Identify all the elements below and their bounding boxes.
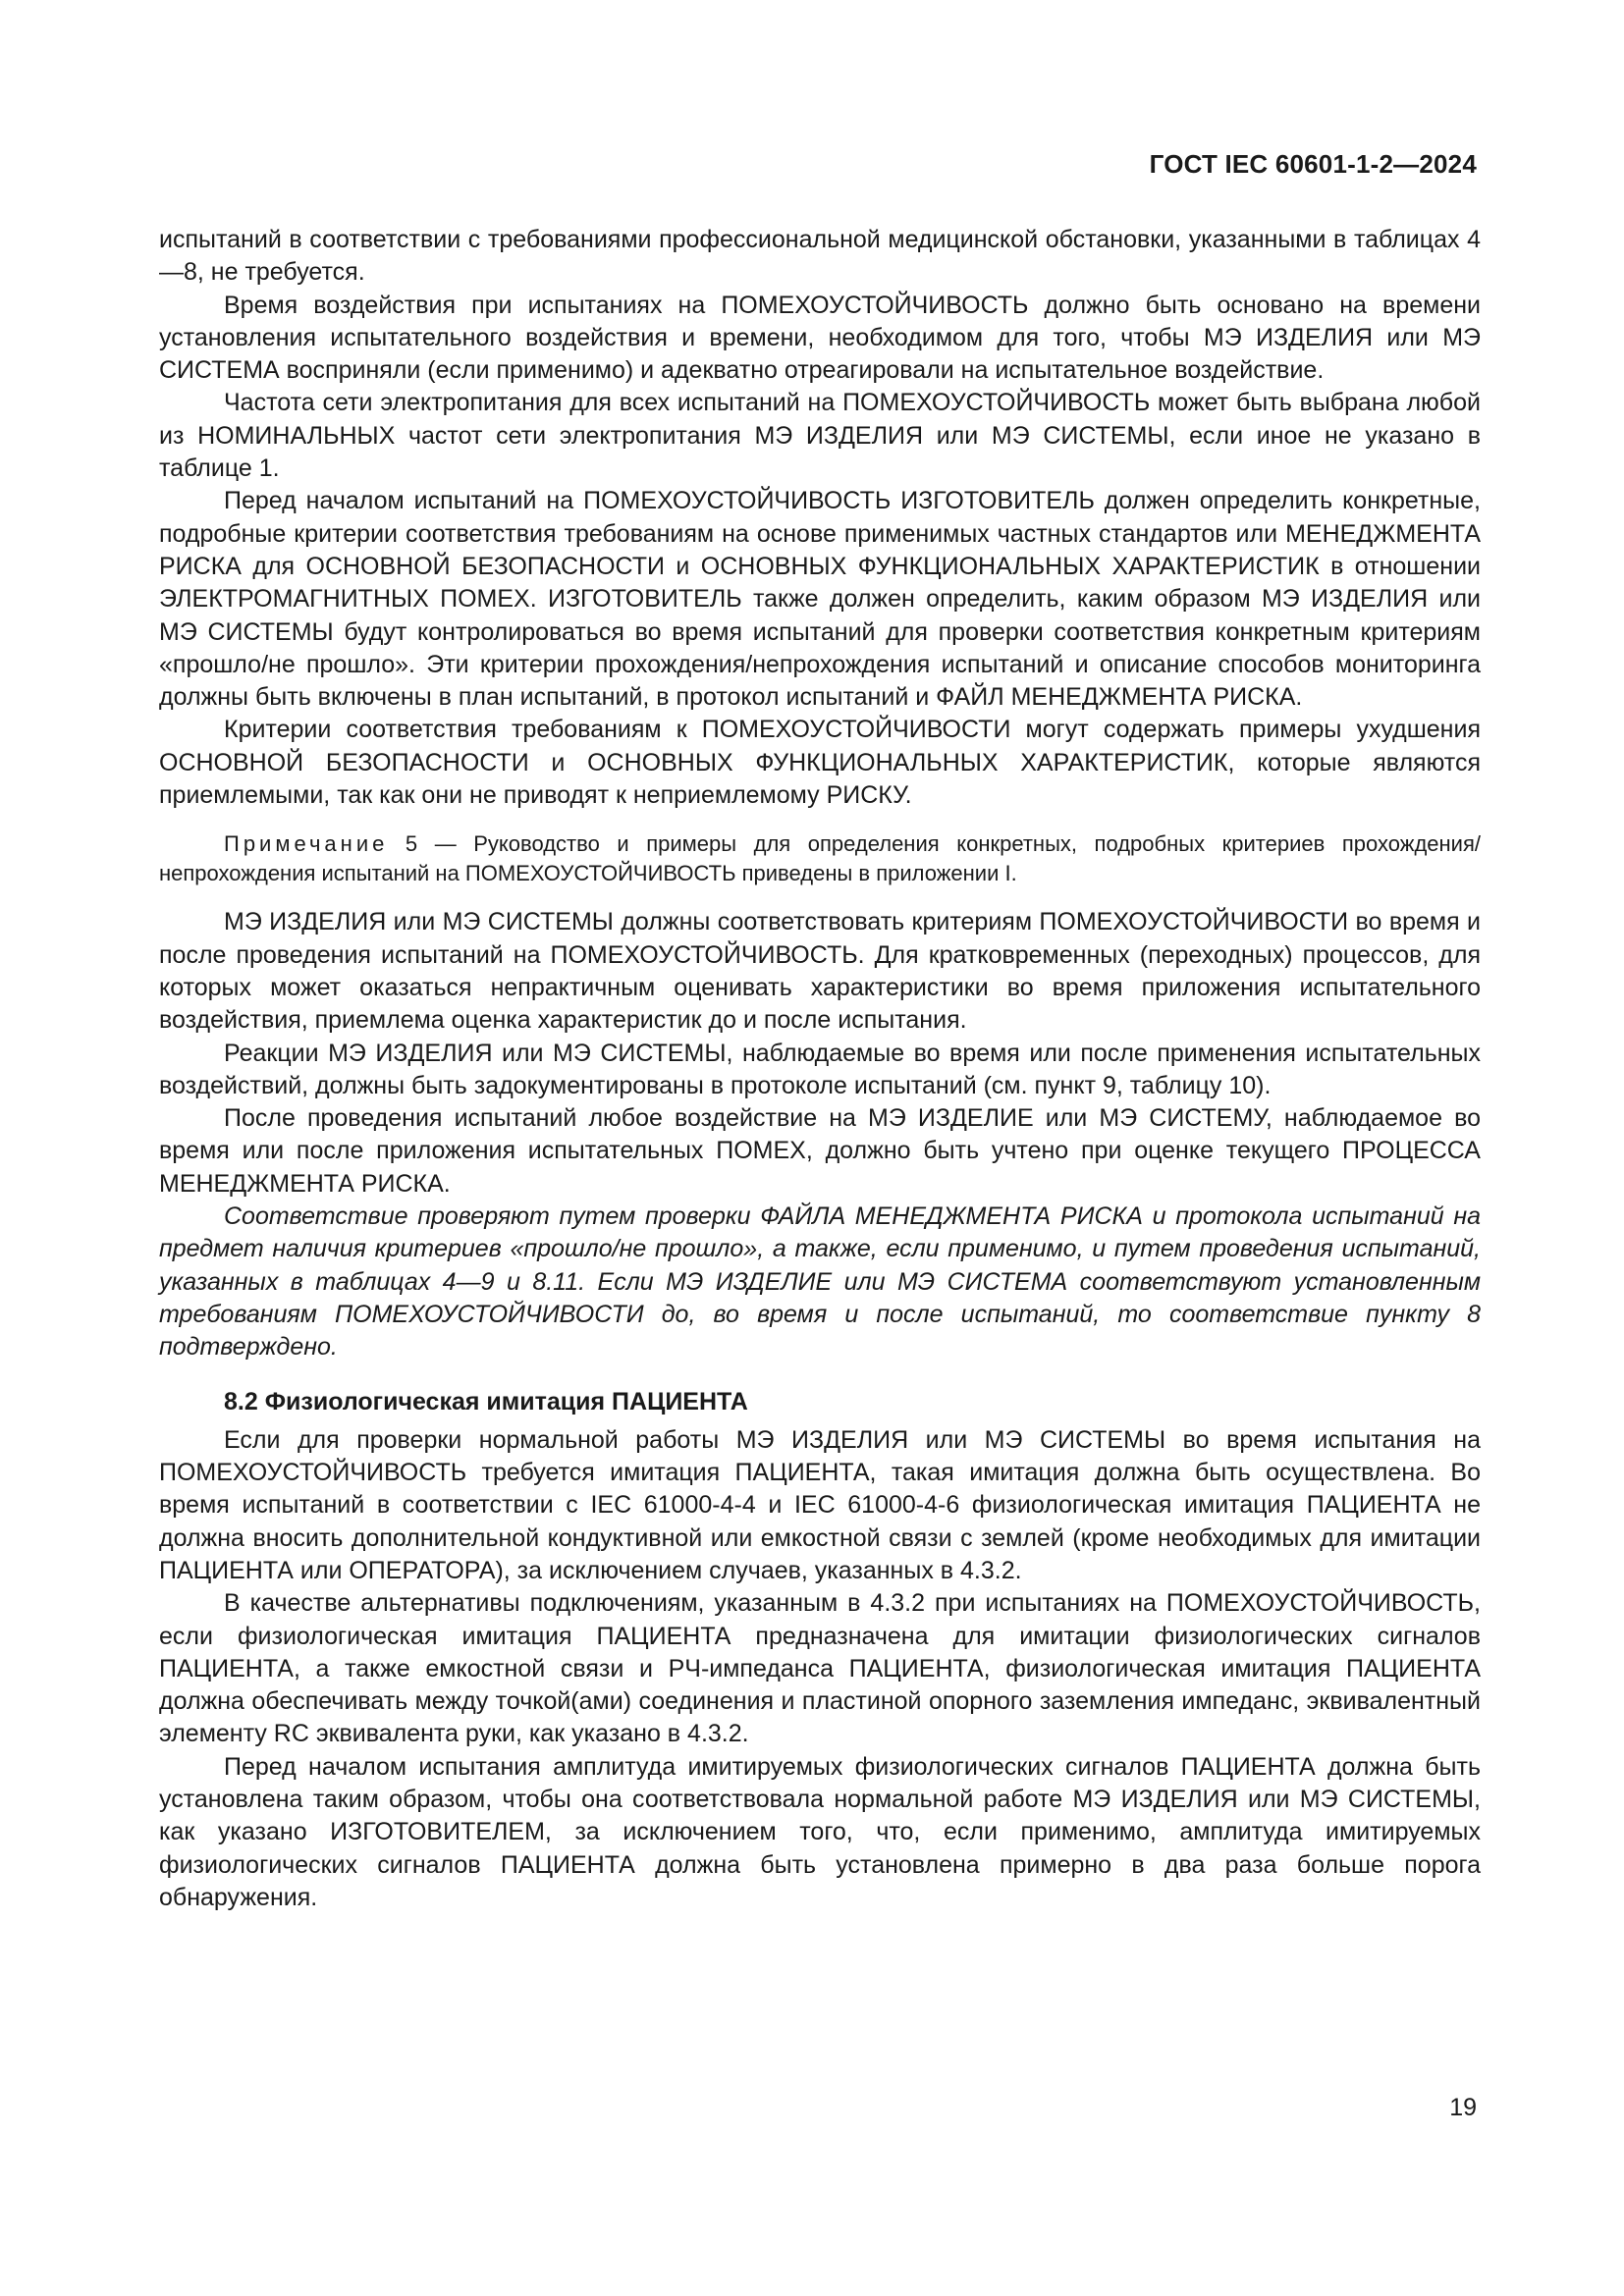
paragraph: Если для проверки нормальной работы МЭ ИЗДЕЛИЯ или МЭ СИСТЕМЫ во время испытания на ПОМЕХОУСТОЙЧИВОСТЬ требуется имитация ПАЦИЕНТА, такая имитация должна быть осуществлена. Во время испытаний в соответствии с IEC 61000-4-4 и IEC 61000-4-6 физиологическая имитация ПАЦИЕНТА не должна вносить дополнительной кондуктивной или емкостной связи с землей (кроме необходимых для имитации ПАЦИЕНТА или ОПЕРАТОРА), за исключением случаев, указанных в 4.3.2. <box>159 1425 1481 1584</box>
paragraph: Перед началом испытания амплитуда имитируемых физиологических сигналов ПАЦИЕНТА должна быть установлена таким образом, чтобы она соответствовала нормальной работе МЭ ИЗДЕЛИЯ или МЭ СИСТЕМЫ, как указано ИЗГОТОВИТЕЛЕМ, за исключением того, что, если применимо, амплитуда имитируемых физиологических сигналов ПАЦИЕНТА должна быть установлена примерно в два раза больше порога обнаружения. <box>159 1752 1481 1911</box>
note <box>159 829 1481 888</box>
paragraph: Перед началом испытаний на ПОМЕХОУСТОЙЧИВОСТЬ ИЗГОТОВИТЕЛЬ должен определить конкретные, подробные критерии соответствия требованиям на основе применимых частных стандартов или МЕНЕДЖМЕНТА РИСКА для ОСНОВНОЙ БЕЗОПАСНОСТИ и ОСНОВНЫХ ФУНКЦИОНАЛЬНЫХ ХАРАКТЕРИСТИК в отношении ЭЛЕКТРОМАГНИТНЫХ ПОМЕХ. ИЗГОТОВИТЕЛЬ также должен определить, каким образом МЭ ИЗДЕЛИЯ или МЭ СИСТЕМЫ будут контролироваться во время испытаний для проверки соответствия конкретным критериям «прошло/не прошло». Эти критерии прохождения/непрохождения испытаний и описание способов мониторинга должны быть включены в план испытаний, в протокол испытаний и ФАЙЛ МЕНЕДЖМЕНТА РИСКА. <box>159 487 1481 712</box>
section-heading: 8.2 Физиологическая имитация ПАЦИЕНТА <box>224 1387 748 1415</box>
paragraph: Реакции МЭ ИЗДЕЛИЯ или МЭ СИСТЕМЫ, наблюдаемые во время или после применения испытательных воздействий, должны быть задокументированы в протоколе испытаний (см. пункт 9, таблицу 10). <box>159 1039 1481 1099</box>
paragraph: испытаний в соответствии с требованиями профессиональной медицинской обстановки, указанными в таблицах 4—8, не требуется. <box>159 226 1481 287</box>
body-text <box>159 224 1481 1914</box>
compliance-paragraph: Соответствие проверяют путем проверки ФАЙЛА МЕНЕДЖМЕНТА РИСКА и протокола испытаний на предмет наличия критериев «прошло/не прошло», а также, если применимо, и путем проведения испытаний, указанных в таблицах 4—9 и 8.11. Если МЭ ИЗДЕЛИЕ или МЭ СИСТЕМА соответствуют установленным требованиям ПОМЕХОУСТОЙЧИВОСТИ до, во время и после испытаний, то соответствие пункту 8 подтверждено. <box>159 1202 1481 1362</box>
paragraph: Частота сети электропитания для всех испытаний на ПОМЕХОУСТОЙЧИВОСТЬ может быть выбрана любой из НОМИНАЛЬНЫХ частот сети электропитания МЭ ИЗДЕЛИЯ или МЭ СИСТЕМЫ, если иное не указано в таблице 1. <box>159 389 1481 483</box>
note-text: 5 — Руководство и примеры для определения конкретных, подробных критериев прохождения/непрохождения испытаний на ПОМЕХОУСТОЙЧИВОСТЬ приведены в приложении I. <box>159 831 1481 886</box>
note-label: Примечание <box>224 831 389 857</box>
page-number: 19 <box>1449 2094 1477 2121</box>
standard-header: ГОСТ IEC 60601-1-2—2024 <box>1149 149 1477 179</box>
paragraph: После проведения испытаний любое воздействие на МЭ ИЗДЕЛИЕ или МЭ СИСТЕМУ, наблюдаемое во время или после приложения испытательных ПОМЕХ, должно быть учтено при оценке текущего ПРОЦЕССА МЕНЕДЖМЕНТА РИСКА. <box>159 1104 1481 1198</box>
paragraph: В качестве альтернативы подключениям, указанным в 4.3.2 при испытаниях на ПОМЕХОУСТОЙЧИВОСТЬ, если физиологическая имитация ПАЦИЕНТА предназначена для имитации физиологических сигналов ПАЦИЕНТА, а также емкостной связи и РЧ-импеданса ПАЦИЕНТА, физиологическая имитация ПАЦИЕНТА должна обеспечивать между точкой(ами) соединения и пластиной опорного заземления импеданс, эквивалентный элементу RC эквивалента руки, как указано в 4.3.2. <box>159 1589 1481 1748</box>
paragraph: Время воздействия при испытаниях на ПОМЕХОУСТОЙЧИВОСТЬ должно быть основано на времени установления испытательного воздействия и времени, необходимом для того, чтобы МЭ ИЗДЕЛИЯ или МЭ СИСТЕМА восприняли (если применимо) и адекватно отреагировали на испытательное воздействие. <box>159 291 1481 385</box>
paragraph: Критерии соответствия требованиям к ПОМЕХОУСТОЙЧИВОСТИ могут содержать примеры ухудшения ОСНОВНОЙ БЕЗОПАСНОСТИ и ОСНОВНЫХ ФУНКЦИОНАЛЬНЫХ ХАРАКТЕРИСТИК, которые являются приемлемыми, так как они не приводят к неприемлемому РИСКУ. <box>159 716 1481 810</box>
paragraph: МЭ ИЗДЕЛИЯ или МЭ СИСТЕМЫ должны соответствовать критериям ПОМЕХОУСТОЙЧИВОСТИ во время и после проведения испытаний на ПОМЕХОУСТОЙЧИВОСТЬ. Для кратковременных (переходных) процессов, для которых может оказаться непрактичным оценивать характеристики во время приложения испытательного воздействия, приемлема оценка характеристик до и после испытания. <box>159 908 1481 1035</box>
